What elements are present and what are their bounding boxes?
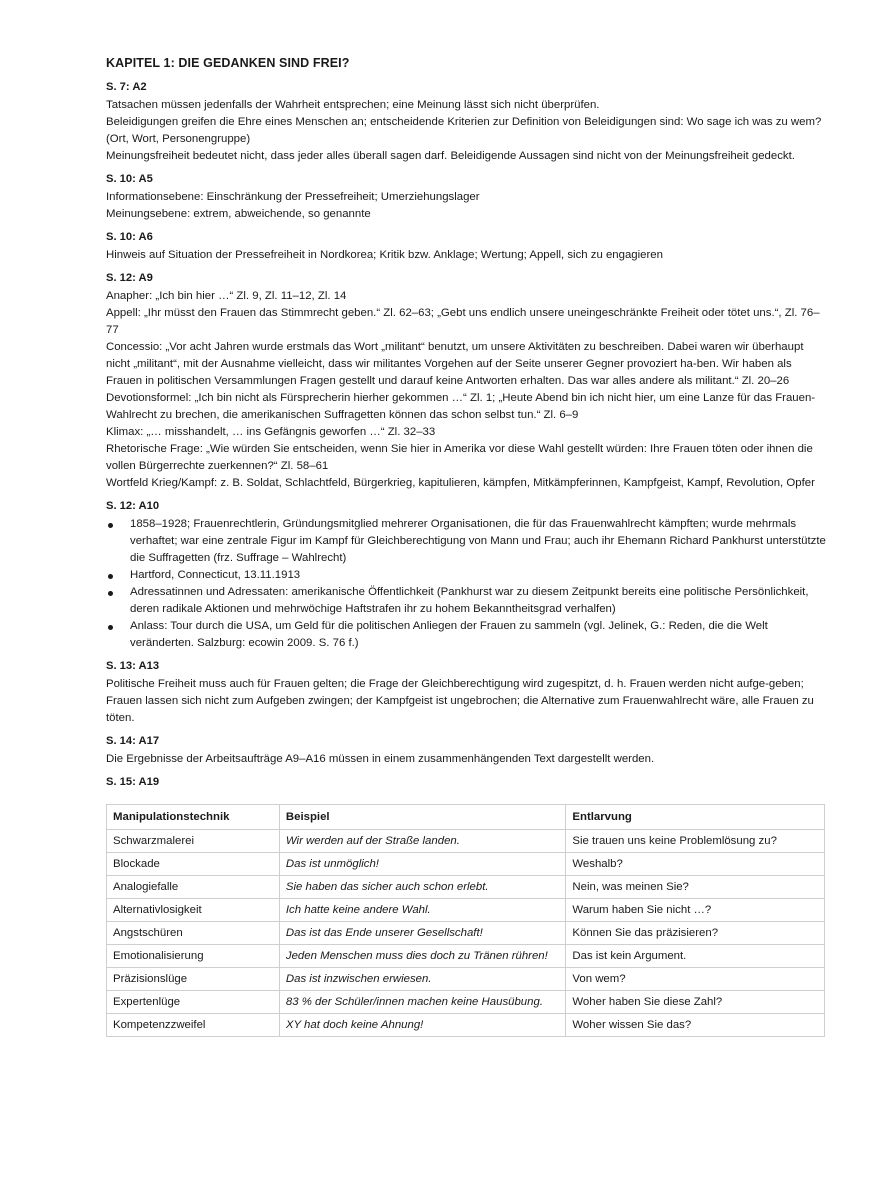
technique-cell: Analogiefalle	[107, 876, 280, 899]
exposure-cell: Das ist kein Argument.	[566, 945, 825, 968]
table-row	[107, 853, 825, 876]
example-cell: Jeden Menschen muss dies doch zu Tränen rühren!	[279, 945, 566, 968]
list-item: Anlass: Tour durch die USA, um Geld für die politischen Anliegen der Frauen zu sammeln (vgl. Jelinek, G.: Reden, die die Welt veränderten. Salzburg: ecowin 2009. S. 76 f.)	[106, 618, 826, 652]
technique-cell: Alternativlosigkeit	[107, 899, 280, 922]
section-heading: S. 13: A13	[106, 660, 160, 672]
section-heading: S. 10: A5	[106, 173, 153, 185]
section-s12-a9	[106, 271, 826, 492]
bullet-list	[106, 516, 826, 652]
answer-text: Informationsebene: Einschränkung der Pressefreiheit; Umerziehungslager	[106, 191, 480, 203]
section-heading: S. 10: A6	[106, 231, 153, 243]
exposure-cell: Von wem?	[566, 968, 825, 991]
example-cell: Das ist das Ende unserer Gesellschaft!	[279, 922, 566, 945]
table-row	[107, 968, 825, 991]
section-heading: S. 7: A2	[106, 81, 147, 93]
technique-cell: Emotionalisierung	[107, 945, 280, 968]
table-row	[107, 876, 825, 899]
column-header: Manipulationstechnik	[107, 805, 280, 830]
exposure-cell: Sie trauen uns keine Problemlösung zu?	[566, 830, 825, 853]
list-item: Hartford, Connecticut, 13.11.1913	[106, 567, 826, 584]
section-s7-a2	[106, 80, 826, 165]
technique-cell: Kompetenzzweifel	[107, 1014, 280, 1037]
page-content	[106, 56, 826, 1044]
answer-text: Meinungsfreiheit bedeutet nicht, dass jeder alles überall sagen darf. Beleidigende Aussagen sind nicht von der Meinungsfreiheit gedeckt.	[106, 150, 795, 162]
section-s12-a10	[106, 499, 826, 652]
technique-cell: Angstschüren	[107, 922, 280, 945]
table-header-row	[107, 805, 825, 830]
table-row	[107, 899, 825, 922]
section-s10-a5	[106, 172, 826, 223]
list-item: 1858–1928; Frauenrechtlerin, Gründungsmitglied mehrerer Organisationen, die für das Frauenwahlrecht kämpften; wurde mehrmals verhaftet; war eine zentrale Figur im Kampf für Gleichberechtigung von Mann und Frau; auch ihr Ehemann Richard Pankhurst unterstützte die Suffragetten (frz. Suffrage – Wahlrecht)	[106, 516, 826, 567]
answer-text: Wortfeld Krieg/Kampf: z. B. Soldat, Schlachtfeld, Bürgerkrieg, kapitulieren, kämpfen, Mitkämpferinnen, Kampfgeist, Kampf, Revolution, Opfer	[106, 477, 815, 489]
exposure-cell: Weshalb?	[566, 853, 825, 876]
answer-text: Appell: „Ihr müsst den Frauen das Stimmrecht geben.“ Zl. 62–63; „Gebt uns endlich unsere uneingeschränkte Freiheit oder tötet uns.“, Zl. 76–77	[106, 307, 820, 336]
manipulation-table	[106, 804, 825, 1037]
table-row	[107, 922, 825, 945]
chapter-title: KAPITEL 1: DIE GEDANKEN SIND FREI?	[106, 56, 350, 70]
section-s10-a6	[106, 230, 826, 264]
answer-text: Rhetorische Frage: „Wie würden Sie entscheiden, wenn Sie hier in Amerika vor diese Wahl gestellt würden: Ihre Frauen töten oder ihnen die vollen Bürgerrechte zuerkennen?“ Zl. 58–61	[106, 443, 813, 472]
example-cell: 83 % der Schüler/innen machen keine Hausübung.	[279, 991, 566, 1014]
section-heading: S. 12: A10	[106, 500, 160, 512]
section-heading: S. 12: A9	[106, 272, 153, 284]
technique-cell: Präzisionslüge	[107, 968, 280, 991]
exposure-cell: Können Sie das präzisieren?	[566, 922, 825, 945]
column-header: Beispiel	[279, 805, 566, 830]
exposure-cell: Woher wissen Sie das?	[566, 1014, 825, 1037]
answer-text: Die Ergebnisse der Arbeitsaufträge A9–A16 müssen in einem zusammenhängenden Text dargestellt werden.	[106, 753, 655, 765]
answer-text: Anapher: „Ich bin hier …“ Zl. 9, Zl. 11–12, Zl. 14	[106, 290, 347, 302]
example-cell: Das ist inzwischen erwiesen.	[279, 968, 566, 991]
column-header: Entlarvung	[566, 805, 825, 830]
technique-cell: Blockade	[107, 853, 280, 876]
technique-cell: Schwarzmalerei	[107, 830, 280, 853]
section-heading: S. 14: A17	[106, 735, 160, 747]
answer-text: Politische Freiheit muss auch für Frauen gelten; die Frage der Gleichberechtigung wird zugespitzt, d. h. Frauen werden nicht aufge-geben; Frauen lassen sich nicht zum Aufgeben zwingen; der Kampfgeist ist ungebrochen; die Alternative zum Frauenwahlrecht wäre, alle Frauen zu töten.	[106, 678, 814, 724]
technique-cell: Expertenlüge	[107, 991, 280, 1014]
answer-text: Hinweis auf Situation der Pressefreiheit in Nordkorea; Kritik bzw. Anklage; Wertung; Appell, sich zu engagieren	[106, 249, 663, 261]
exposure-cell: Woher haben Sie diese Zahl?	[566, 991, 825, 1014]
section-s13-a13	[106, 659, 826, 727]
example-cell: Wir werden auf der Straße landen.	[279, 830, 566, 853]
table-row	[107, 1014, 825, 1037]
example-cell: Sie haben das sicher auch schon erlebt.	[279, 876, 566, 899]
list-item: Adressatinnen und Adressaten: amerikanische Öffentlichkeit (Pankhurst war zu diesem Zeitpunkt bereits eine politische Persönlichkeit, deren radikale Aktionen und mehrwöchige Haftstrafen ihr zu hohem Bekanntheitsgrad verhalfen)	[106, 584, 826, 618]
answer-text: Beleidigungen greifen die Ehre eines Menschen an; entscheidende Kriterien zur Definition von Beleidigungen sind: Wo sage ich was zu wem? (Ort, Wort, Personengruppe)	[106, 116, 822, 145]
answer-text: Meinungsebene: extrem, abweichende, so genannte	[106, 208, 371, 220]
table-row	[107, 991, 825, 1014]
answer-text: Concessio: „Vor acht Jahren wurde erstmals das Wort „militant“ benutzt, um unsere Aktivitäten zu beschreiben. Dabei waren wir überhaupt nicht „militant“, mit der Ausnahme vielleicht, dass wir militantes Vorgehen auf der Seite unserer Gegner provoziert ha-ben. Wir haben als Frauen in politischen Versammlungen Fragen gestellt und darauf keine Antworten erhalten. Das war alles andere als militant.“ Zl. 20–26	[106, 341, 804, 387]
answer-text: Tatsachen müssen jedenfalls der Wahrheit entsprechen; eine Meinung lässt sich nicht überprüfen.	[106, 99, 600, 111]
answer-text: Klimax: „… misshandelt, … ins Gefängnis geworfen …“ Zl. 32–33	[106, 426, 436, 438]
example-cell: Das ist unmöglich!	[279, 853, 566, 876]
exposure-cell: Nein, was meinen Sie?	[566, 876, 825, 899]
table-row	[107, 945, 825, 968]
table-row	[107, 830, 825, 853]
section-heading: S. 15: A19	[106, 776, 160, 788]
section-s14-a17	[106, 734, 826, 768]
example-cell: XY hat doch keine Ahnung!	[279, 1014, 566, 1037]
answer-text: Devotionsformel: „Ich bin nicht als Fürsprecherin hierher gekommen …“ Zl. 1; „Heute Abend bin ich nicht hier, um eine Lanze für das Frauen-Wahlrecht zu brechen, die amerikanischen Suffragetten können das schon selbst tun.“ Zl. 6–9	[106, 392, 816, 421]
example-cell: Ich hatte keine andere Wahl.	[279, 899, 566, 922]
exposure-cell: Warum haben Sie nicht …?	[566, 899, 825, 922]
section-s15-a19	[106, 775, 826, 1037]
